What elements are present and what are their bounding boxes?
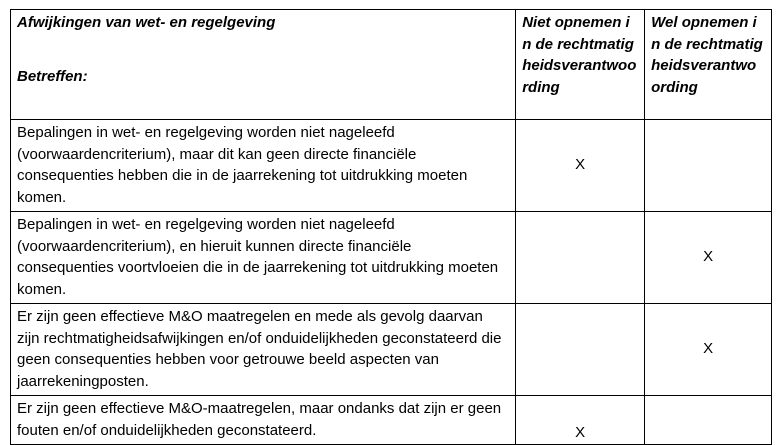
row-description: Er zijn geen effectieve M&O maatregelen en mede als gevolg daarvan zijn rechtmatigheidsafwijkingen en/of onduidelijkheden geconstateerd die geen consequenties hebben voor getrouwe beeld aspecten van jaarrekeningposten. [11, 304, 516, 396]
table-row [11, 396, 772, 445]
mark-not-include [516, 212, 645, 304]
table-row [11, 212, 772, 304]
mark-include [645, 120, 772, 212]
mark-not-include [516, 304, 645, 396]
mark-include: X [645, 212, 772, 304]
header-include: Wel opnemen in de rechtmatigheidsverantwoording [645, 10, 772, 120]
table-row [11, 304, 772, 396]
header-title: Afwijkingen van wet- en regelgeving [17, 14, 276, 31]
header-cell-deviations [11, 10, 516, 120]
row-description: Bepalingen in wet- en regelgeving worden niet nageleefd (voorwaardencriterium), en hieruit kunnen directe financiële consequenties voortvloeien die in de jaarrekening tot uitdrukking moeten komen. [11, 212, 516, 304]
mark-include: X [645, 304, 772, 396]
mark-include [645, 396, 772, 445]
mark-not-include: X [516, 396, 645, 445]
table-header-row [11, 10, 772, 120]
mark-not-include: X [516, 120, 645, 212]
regulation-deviation-table [10, 9, 772, 445]
row-description: Bepalingen in wet- en regelgeving worden niet nageleefd (voorwaardencriterium), maar dit kan geen directe financiële consequenties hebben die in de jaarrekening tot uitdrukking moeten komen. [11, 120, 516, 212]
row-description: Er zijn geen effectieve M&O-maatregelen, maar ondanks dat zijn er geen fouten en/of onduidelijkheden geconstateerd. [11, 396, 516, 445]
header-subtitle: Betreffen: [17, 68, 88, 85]
header-not-include: Niet opnemen in de rechtmatigheidsverantwoording [516, 10, 645, 120]
table-row [11, 120, 772, 212]
